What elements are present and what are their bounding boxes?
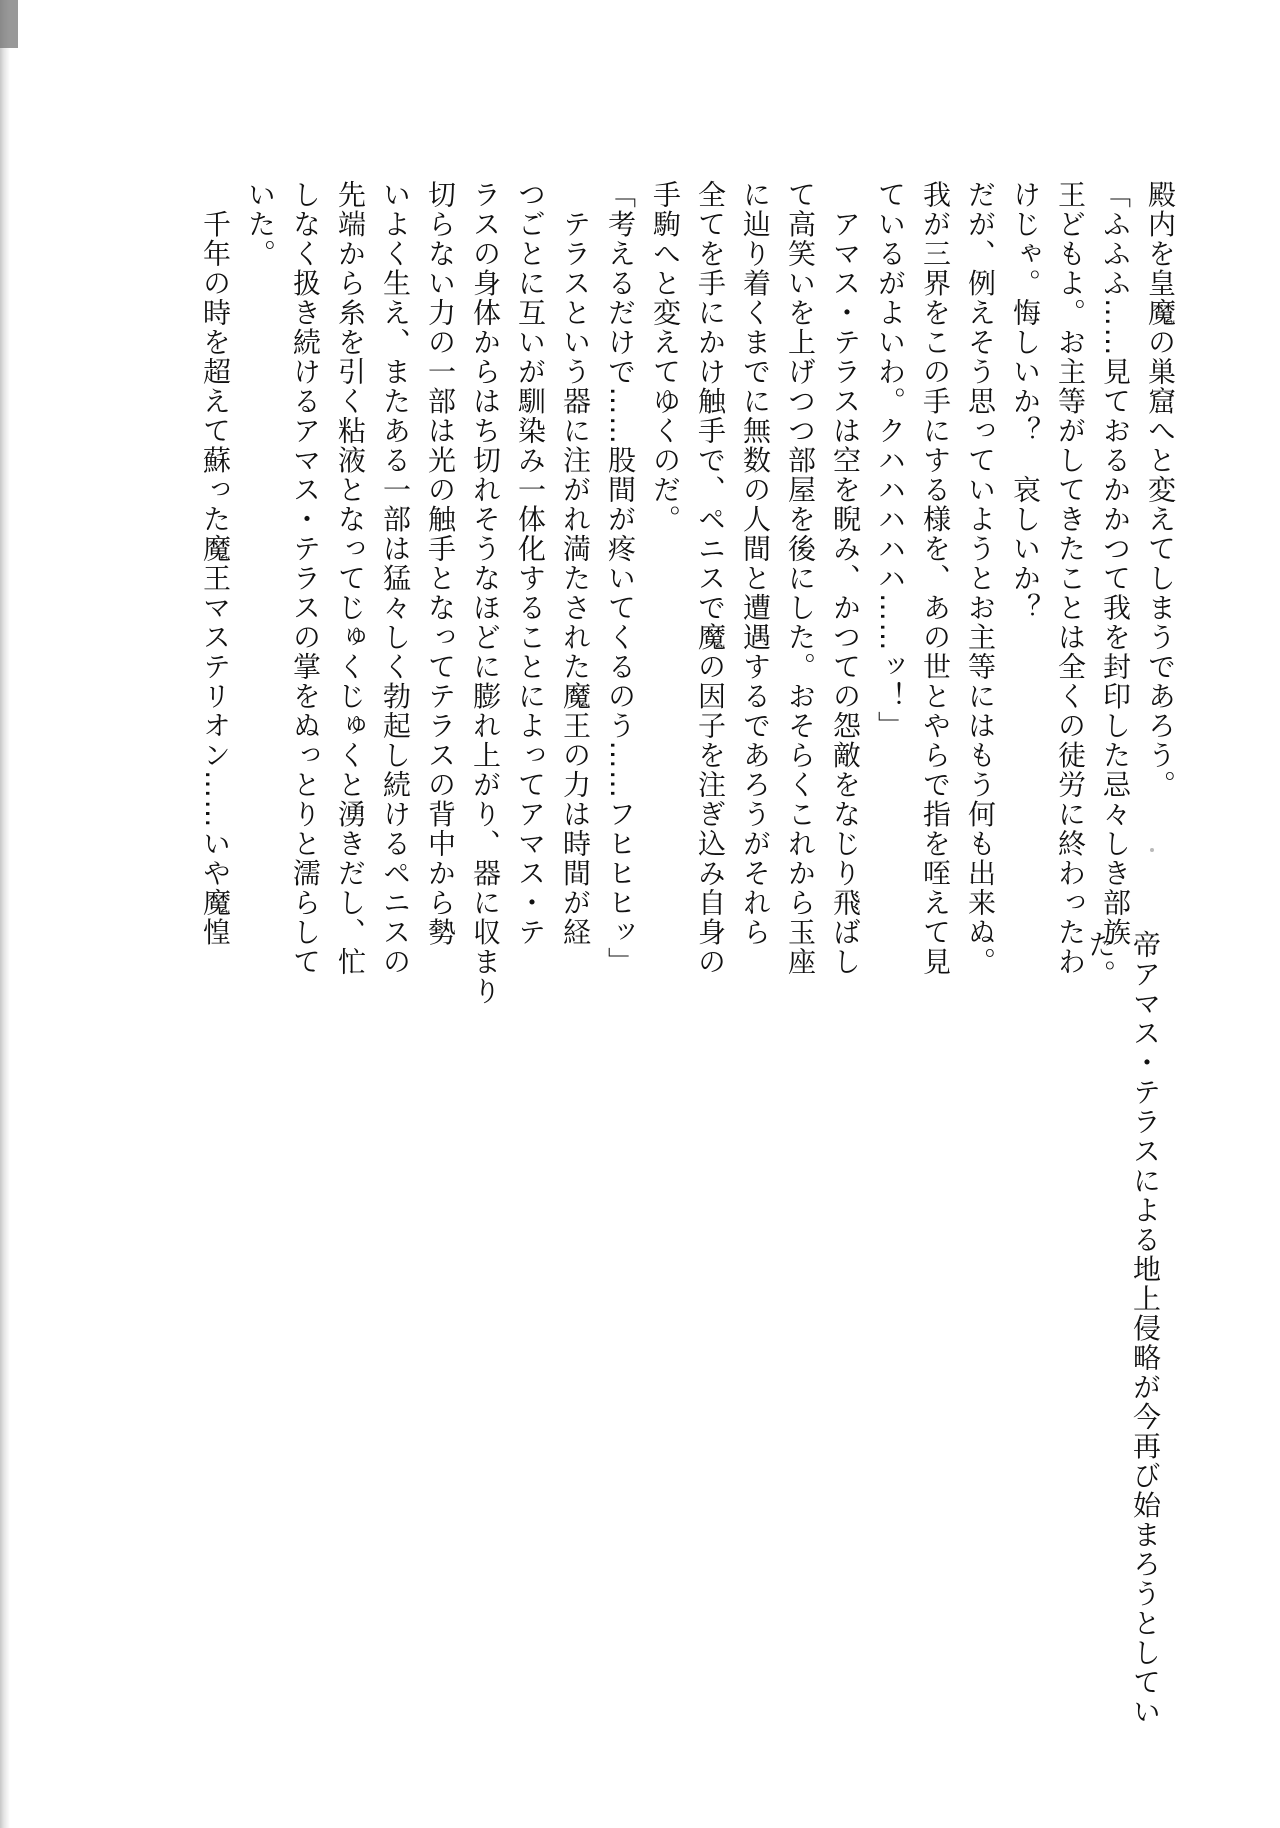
text-line-8: アマス・テラスは空を睨み、かつての怨敵をなじり飛ばし — [829, 180, 862, 977]
text-line-24: た。 — [1084, 930, 1117, 989]
scan-speck — [1150, 848, 1154, 852]
text-line-18: いよく生え、またある一部は猛々しく勃起し続けるペニスの — [379, 180, 412, 977]
text-line-9: て高笑いを上げつつ部屋を後にした。おそらくこれから玉座 — [784, 180, 817, 977]
scan-edge-shadow — [0, 0, 10, 1828]
scan-corner-mark — [0, 0, 18, 48]
text-line-12: 手駒へと変えてゆくのだ。 — [649, 180, 682, 534]
text-line-13: 「考えるだけで……股間が疼いてくるのう……フヒヒヒッ」 — [604, 180, 637, 977]
text-line-1: 殿内を皇魔の巣窟へと変えてしまうであろう。 — [1144, 180, 1177, 800]
text-line-23: 帝アマス・テラスによる地上侵略が今再び始まろうとしてい — [1129, 930, 1162, 1727]
text-line-7: ているがよいわ。クハハハハハ……ッ！」 — [874, 180, 907, 741]
text-line-11: 全てを手にかけ触手で、ペニスで魔の因子を注ぎ込み自身の — [694, 180, 727, 977]
text-line-22: 千年の時を超えて蘇った魔王マステリオン……いや魔惶 — [199, 180, 232, 947]
text-line-6: 我が三界をこの手にする様を、あの世とやらで指を咥えて見 — [919, 180, 952, 977]
text-line-2: 「ふふふ……見ておるかかつて我を封印した忌々しき部族 — [1099, 180, 1132, 947]
text-line-20: しなく扱き続けるアマス・テラスの掌をぬっとりと濡らして — [289, 180, 322, 977]
text-line-16: ラスの身体からはち切れそうなほどに膨れ上がり、器に収まり — [469, 180, 502, 1006]
text-line-5: だが、例えそう思っていようとお主等にはもう何も出来ぬ。 — [964, 180, 997, 977]
text-line-19: 先端から糸を引く粘液となってじゅくじゅくと湧きだし、忙 — [334, 180, 367, 977]
text-line-17: 切らない力の一部は光の触手となってテラスの背中から勢 — [424, 180, 457, 947]
text-line-4: けじゃ。悔しいか？ 哀しいか？ — [1009, 180, 1042, 623]
text-line-14: テラスという器に注がれ満たされた魔王の力は時間が経 — [559, 180, 592, 947]
text-line-10: に辿り着くまでに無数の人間と遭遇するであろうがそれら — [739, 180, 772, 947]
text-line-3: 王どもよ。お主等がしてきたことは全くの徒労に終わったわ — [1054, 180, 1087, 977]
text-line-15: つごとに互いが馴染み一体化することによってアマス・テ — [514, 180, 547, 947]
text-line-21: いた。 — [244, 180, 277, 269]
